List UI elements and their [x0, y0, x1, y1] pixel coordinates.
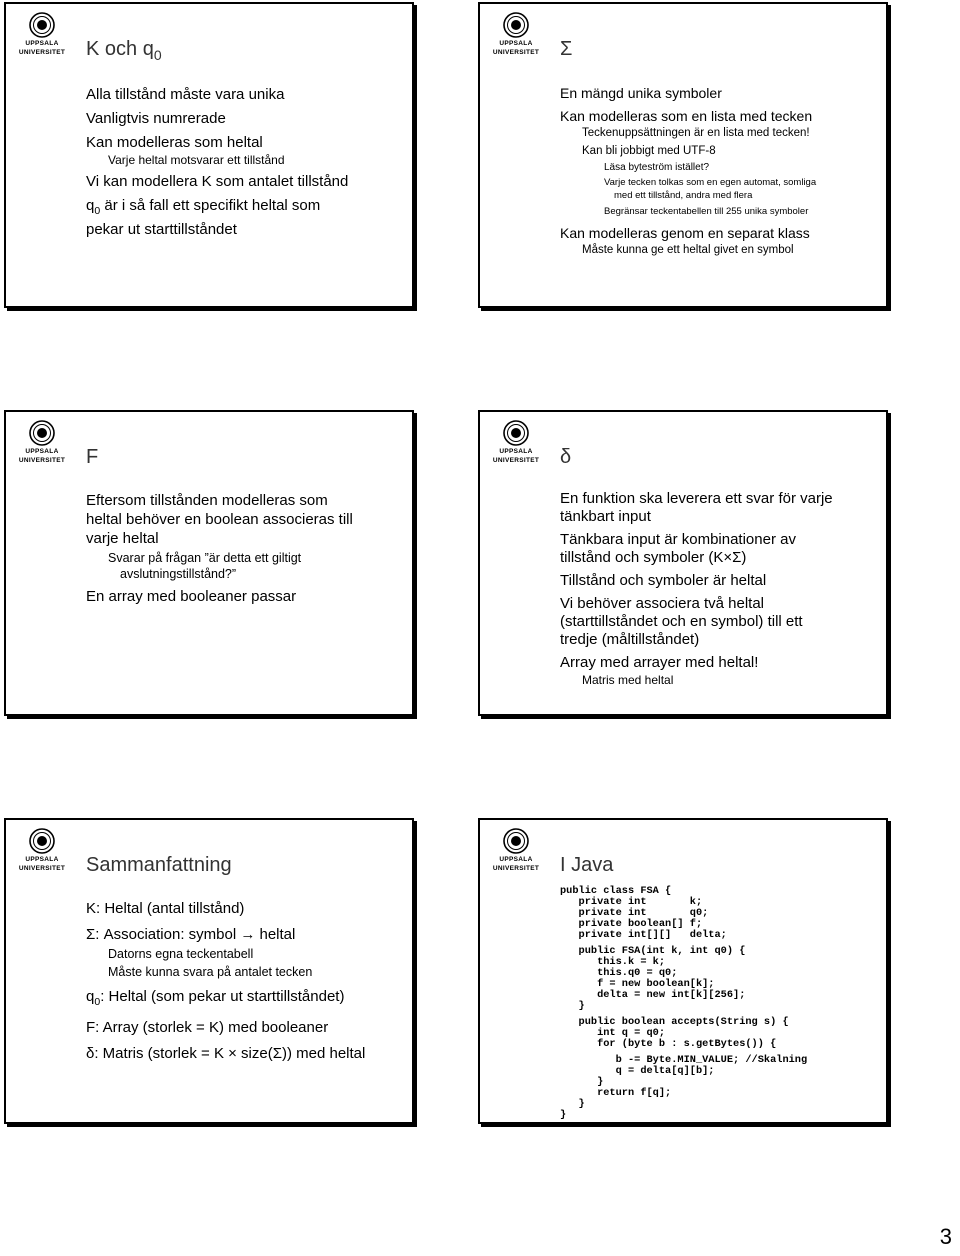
- code-line: delta = new int[k][256];: [560, 989, 746, 1001]
- bullet: Σ: Association: symbol → heltal: [86, 926, 296, 943]
- slide-body: [86, 86, 398, 245]
- sub-bullet: Kan bli jobbigt med UTF-8: [582, 145, 716, 157]
- bullet: En array med booleaner passar: [86, 588, 297, 605]
- bullet: En mängd unika symboler: [560, 85, 722, 101]
- slide-title: Sammanfattning: [86, 854, 232, 876]
- code-line: private int q0;: [560, 907, 709, 919]
- uppsala-logo: [488, 12, 544, 60]
- code-line: f = new boolean[k];: [560, 978, 715, 990]
- slide-sigma: [478, 2, 888, 308]
- logo-text-1: UPPSALA: [25, 856, 59, 863]
- code-line: }: [560, 1076, 604, 1088]
- slide-sammanfattning: [4, 818, 414, 1124]
- bullet: Vi kan modellera K som antalet tillstånd: [86, 173, 349, 190]
- logo-text-2: UNIVERSITET: [492, 457, 540, 464]
- code-line: }: [560, 1109, 567, 1121]
- bullet: pekar ut starttillståndet: [86, 221, 237, 238]
- bullet: Array med arrayer med heltal!: [560, 654, 759, 671]
- slide-body: [560, 490, 872, 693]
- sub-sub-bullet: Varje tecken tolkas som en egen automat, somliga: [604, 177, 817, 188]
- code-line: q = delta[q][b];: [560, 1065, 715, 1077]
- slide-body: [86, 900, 398, 1069]
- code-line: b -= Byte.MIN_VALUE; //Skalning: [560, 1054, 808, 1066]
- uppsala-logo: [488, 420, 544, 468]
- logo-text-2: UNIVERSITET: [18, 49, 66, 56]
- slide-delta: [478, 410, 888, 716]
- bullet: Tillstånd och symboler är heltal: [560, 572, 767, 589]
- logo-text-1: UPPSALA: [499, 856, 533, 863]
- logo-text-2: UNIVERSITET: [492, 865, 540, 872]
- page-number: 3: [939, 1224, 952, 1249]
- code-line: this.q0 = q0;: [560, 967, 678, 979]
- sub-sub-bullet: Begränsar teckentabellen till 255 unika symboler: [604, 206, 809, 217]
- code-line: public boolean accepts(String s) {: [560, 1016, 789, 1028]
- sub-bullet: Måste kunna ge ett heltal givet en symbol: [582, 244, 794, 256]
- slide-title: δ: [560, 446, 572, 468]
- bullet-cont: heltal behöver en boolean associeras till: [86, 511, 353, 528]
- bullet-cont: tänkbart input: [560, 508, 651, 525]
- sub-bullet: Datorns egna teckentabell: [108, 947, 254, 961]
- logo-text-1: UPPSALA: [499, 40, 533, 47]
- code-line: }: [560, 1098, 585, 1110]
- sub-bullet: Svarar på frågan ”är detta ett giltigt: [108, 551, 302, 565]
- bullet-cont: (starttillståndet och en symbol) till ett: [560, 613, 803, 630]
- bullet: K: Heltal (antal tillstånd): [86, 900, 245, 917]
- bullet: Tänkbara input är kombinationer av: [560, 531, 796, 548]
- bullet: Vi behöver associera två heltal: [560, 595, 765, 612]
- code-line: return f[q];: [560, 1087, 672, 1099]
- slide-f: [4, 410, 414, 716]
- bullet-cont: tredje (måltillståndet): [560, 631, 700, 648]
- slide-title: I Java: [560, 854, 614, 876]
- university-seal-icon: [503, 420, 529, 446]
- bullet: F: Array (storlek = K) med booleaner: [86, 1019, 329, 1036]
- code-line: int q = q0;: [560, 1027, 666, 1039]
- bullet: δ: Matris (storlek = K × size(Σ)) med heltal: [86, 1045, 366, 1062]
- sub-sub-bullet-cont: med ett tillstånd, andra med flera: [614, 190, 753, 201]
- slide-title: F: [86, 446, 99, 468]
- sub-sub-bullet: Läsa byteström istället?: [604, 162, 710, 173]
- slide-title: K och $q_0$: [86, 38, 162, 63]
- code-line: private boolean[] f;: [560, 918, 703, 930]
- bullet-cont: tillstånd och symboler (K×Σ): [560, 549, 747, 566]
- code-line: private int k;: [560, 896, 703, 908]
- sub-bullet: Matris med heltal: [582, 673, 674, 687]
- university-seal-icon: [503, 12, 529, 38]
- bullet-cont: varje heltal: [86, 530, 159, 547]
- logo-text-1: UPPSALA: [25, 40, 59, 47]
- bullet: Vanligtvis numrerade: [86, 110, 226, 127]
- code-line: for (byte b : s.getBytes()) {: [560, 1038, 777, 1050]
- logo-text-2: UNIVERSITET: [18, 457, 66, 464]
- logo-text-2: UNIVERSITET: [18, 865, 66, 872]
- uppsala-logo: [14, 12, 70, 60]
- logo-text-1: UPPSALA: [499, 448, 533, 455]
- slide-k-och-q0: [4, 2, 414, 308]
- sub-bullet-cont: avslutningstillstånd?”: [120, 567, 237, 581]
- bullet: Kan modelleras som en lista med tecken: [560, 108, 813, 124]
- bullet: Kan modelleras genom en separat klass: [560, 225, 810, 241]
- university-seal-icon: [503, 828, 529, 854]
- bullet: Kan modelleras som heltal: [86, 134, 263, 151]
- university-seal-icon: [29, 828, 55, 854]
- uppsala-logo: [14, 828, 70, 876]
- university-seal-icon: [29, 12, 55, 38]
- logo-text-1: UPPSALA: [25, 448, 59, 455]
- code-line: this.k = k;: [560, 956, 666, 968]
- sub-bullet: Måste kunna svara på antalet tecken: [108, 965, 313, 979]
- logo-text-2: UNIVERSITET: [492, 49, 540, 56]
- slide-i-java: [478, 818, 888, 1124]
- bullet: Eftersom tillstånden modelleras som: [86, 492, 328, 509]
- slide-body: [560, 84, 872, 263]
- slide-title: Σ: [560, 38, 573, 60]
- slide-body: [86, 492, 398, 612]
- code-block: [560, 886, 807, 1121]
- code-line: private int[][] delta;: [560, 929, 727, 941]
- code-line: public FSA(int k, int q0) {: [560, 945, 746, 957]
- code-line: }: [560, 1000, 585, 1012]
- code-line: public class FSA {: [560, 885, 672, 897]
- bullet: $q_0$: Heltal (som pekar ut starttillståndet): [86, 988, 345, 1008]
- uppsala-logo: [14, 420, 70, 468]
- university-seal-icon: [29, 420, 55, 446]
- bullet: En funktion ska leverera ett svar för varje: [560, 490, 833, 507]
- sub-bullet: Teckenuppsättningen är en lista med tecken!: [582, 127, 810, 139]
- bullet: Alla tillstånd måste vara unika: [86, 86, 285, 103]
- uppsala-logo: [488, 828, 544, 876]
- sub-bullet: Varje heltal motsvarar ett tillstånd: [108, 153, 285, 167]
- bullet: $q_0$ är i så fall ett specifikt heltal som: [86, 197, 321, 217]
